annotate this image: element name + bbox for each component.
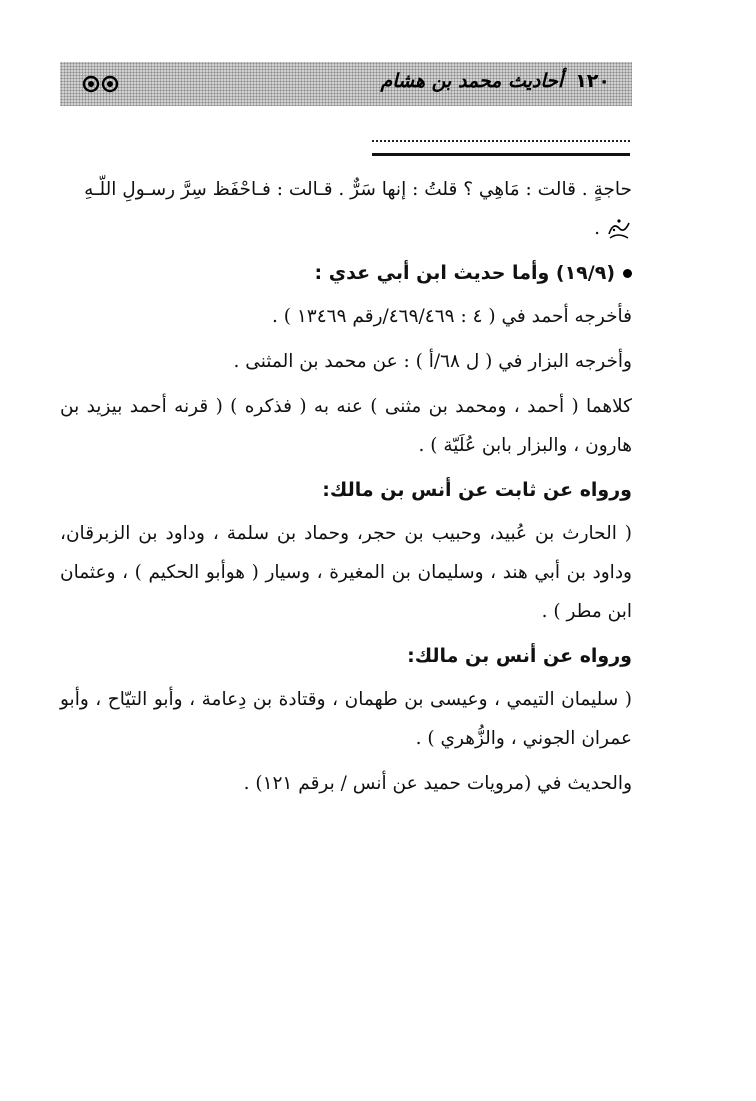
section-heading-1 bbox=[60, 254, 632, 293]
paragraph-6: ( سليمان التيمي ، وعيسى بن طهمان ، وقتادة بن دِعامة ، وأبو التيّاح ، وأبو عمران الجوني ، والزُّهري ) . bbox=[60, 689, 632, 749]
paragraph-1-end: . bbox=[594, 218, 600, 239]
section-heading-3: ورواه عن أنس بن مالك: bbox=[407, 645, 632, 667]
section-heading-1-text: (١٩/٩) وأما حديث ابن أبي عدي : bbox=[314, 262, 615, 284]
double-ring-ornament-icon bbox=[82, 75, 120, 93]
paragraph-3: وأخرجه البزار في ( ل ٦٨/أ ) : عن محمد بن المثنى . bbox=[233, 351, 632, 372]
footnote-rule bbox=[372, 153, 630, 156]
paragraph-1-text: حاجةٍ . قالت : مَاهِي ؟ قلتُ : إنها سَرٌّ . قـالت : فـاحْفَظ سِرَّ رسـولِ اللّـهِ bbox=[84, 179, 632, 200]
paragraph-4: كلاهما ( أحمد ، ومحمد بن مثنى ) عنه به ( فذكره ) ( قرنه أحمد بيزيد بن هارون ، والبزار بابن عُلَيّة ) . bbox=[60, 396, 632, 456]
paragraph-1 bbox=[60, 170, 632, 248]
dotted-separator bbox=[372, 126, 630, 142]
page-body bbox=[60, 170, 632, 809]
section-heading-2: ورواه عن ثابت عن أنس بن مالك: bbox=[322, 479, 632, 501]
header-title-group bbox=[380, 70, 610, 92]
paragraph-5: ( الحارث بن عُبيد، وحبيب بن حجر، وحماد بن سلمة ، وداود بن الزبرقان، وداود بن أبي هند ، وسليمان بن المغيرة ، وسيار ( هوأبو الحكيم ) ، وعثمان ابن مطر ) . bbox=[60, 523, 632, 622]
paragraph-2: فأخرجه أحمد في ( ٤ : ٤٦٩/٤٦٩/رقم ١٣٤٦٩ ) . bbox=[271, 306, 632, 327]
book-title: أحاديث محمد بن هشام bbox=[380, 70, 564, 92]
paragraph-7: والحديث في (مرويات حميد عن أنس / برقم ١٢١) . bbox=[243, 773, 632, 794]
page-header bbox=[60, 62, 632, 106]
bullet-icon bbox=[623, 269, 632, 278]
salutation-calligraphy-icon bbox=[606, 216, 632, 242]
page-number: ١٢٠ bbox=[575, 70, 610, 92]
